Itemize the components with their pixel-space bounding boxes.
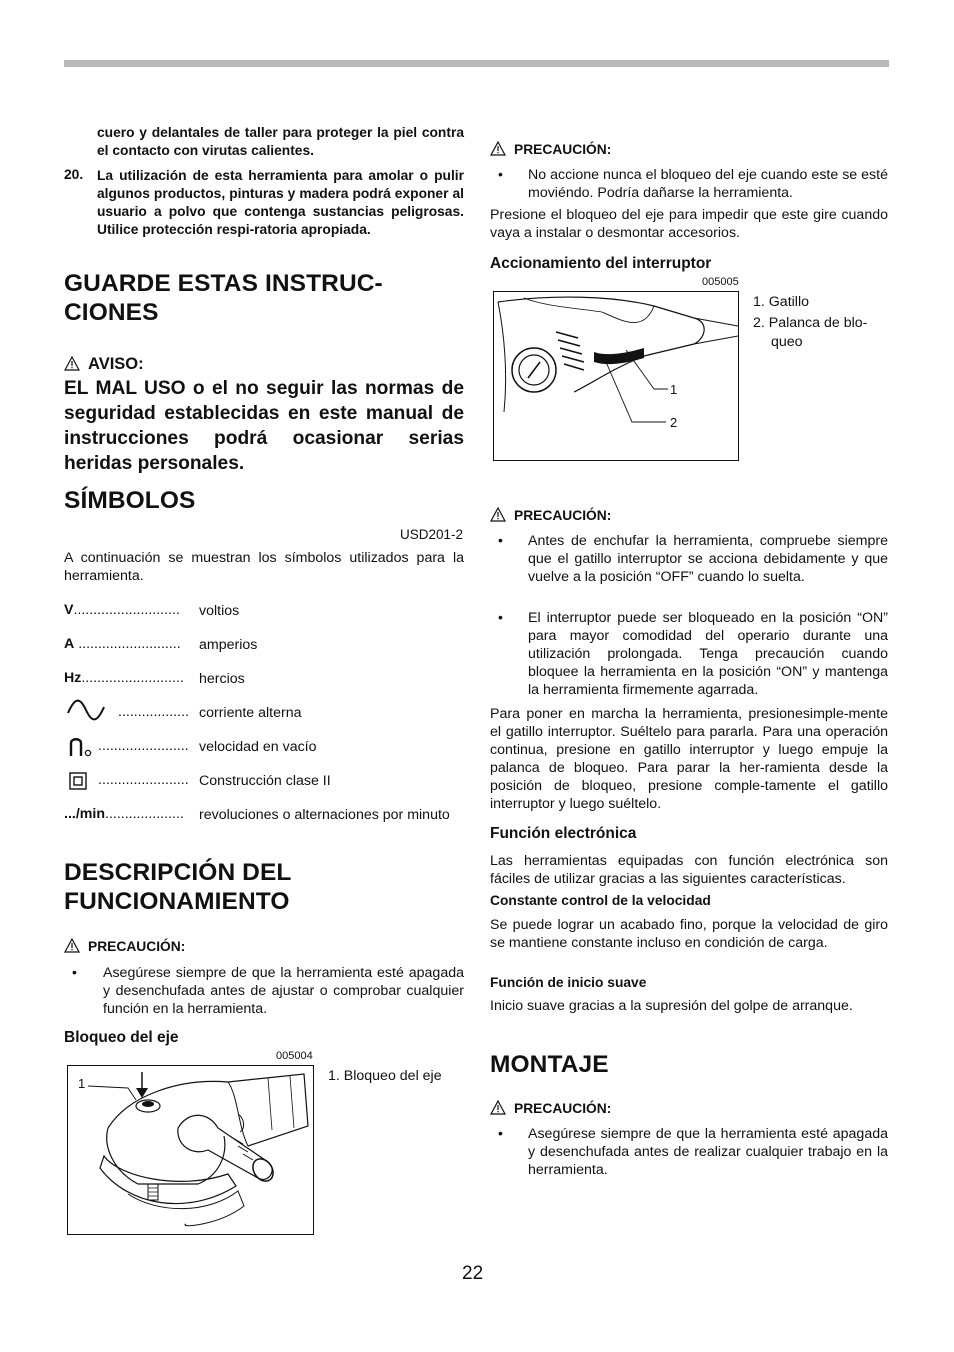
- figure-callout-1: 1: [670, 382, 678, 397]
- precaucion-bullet-1: Antes de enchufar la herramienta, compruebe siempre que el gatillo interruptor se acciona debidamente y que vuelve a la posición “OFF” cuando lo suelta.: [528, 533, 888, 585]
- symbol-value: voltios: [199, 603, 240, 619]
- legend-palanca: 2. Palanca de blo-: [753, 315, 868, 331]
- figure-code-005004: 005004: [276, 1050, 313, 1062]
- symbol-dots: ..........................: [74, 636, 181, 652]
- symbol-value: corriente alterna: [199, 705, 302, 721]
- inicio-suave-title: Función de inicio suave: [490, 975, 647, 990]
- figure-callout-2: 2: [670, 415, 678, 430]
- bloqueo-eje-title: Bloqueo del eje: [64, 1029, 179, 1046]
- warning-icon: [64, 356, 80, 371]
- bullet-dot: •: [72, 964, 77, 980]
- precaucion-label: PRECAUCIÓN:: [514, 508, 612, 523]
- symbol-dots: .......................: [98, 738, 189, 754]
- aviso-heading: [64, 355, 144, 374]
- item-number-20: 20.: [64, 167, 84, 182]
- item-20-text: La utilización de esta herramienta para amolar o pulir algunos productos, pinturas y madera podrá exponer al usuario a polvo que contenga sustancias peligrosas. Utilice protección respi-ratoria apropiada.: [97, 168, 464, 237]
- ac-current-icon: [66, 699, 106, 721]
- figure-legend-switch: [753, 293, 893, 352]
- bullet-dot: •: [498, 609, 503, 625]
- class-ii-construction-icon: [69, 772, 87, 790]
- guarde-line1: GUARDE ESTAS INSTRUC-: [64, 270, 383, 297]
- precaucion-heading: [490, 507, 611, 523]
- bullet-dot: •: [498, 532, 503, 548]
- symbol-row-hercios: [64, 670, 464, 688]
- bullet-dot: •: [498, 166, 503, 182]
- symbol-value: hercios: [199, 671, 245, 687]
- switch-trigger-illustration: [494, 292, 738, 460]
- symbol-value: velocidad en vacío: [199, 739, 317, 755]
- precaucion-shaft-text: No accione nunca el bloqueo del eje cuando este se esté moviéndo. Podría dañarse la herramienta.: [528, 167, 888, 201]
- symbol-row-corriente-alterna: [64, 704, 464, 722]
- usd-code: USD201-2: [400, 527, 464, 542]
- symbol-dots: .......................: [98, 772, 189, 788]
- symbol-row-rpm: [64, 806, 464, 824]
- precaucion-heading: [490, 141, 611, 157]
- legend-gatillo: 1. Gatillo: [753, 294, 809, 310]
- aviso-label: AVISO:: [88, 355, 144, 373]
- header-rule: [64, 60, 889, 67]
- symbol-row-velocidad-vacio: [64, 738, 464, 756]
- funcion-electronica-title: Función electrónica: [490, 825, 637, 842]
- precaucion-label: PRECAUCIÓN:: [514, 142, 612, 157]
- precaucion-bullet-2: El interruptor puede ser bloqueado en la posición “ON” para mayor comodidad del operario durante una utilización prolongada. Tenga precaución cuando bloquee la herramienta en la posición “ON” y mantenga la herramienta firmemente agarrada.: [528, 610, 888, 698]
- descripcion-line1: DESCRIPCIÓN DEL: [64, 859, 292, 886]
- precaucion-montaje-text: Asegúrese siempre de que la herramienta esté apagada y desenchufada antes de realizar cualquier trabajo en la herramienta.: [528, 1126, 888, 1178]
- continued-text: cuero y delantales de taller para proteger la piel contra el contacto con virutas calientes.: [97, 125, 464, 158]
- section-title-simbolos: SÍMBOLOS: [64, 487, 196, 514]
- symbol-row-voltios: [64, 602, 464, 620]
- symbol-key: Hz: [64, 670, 82, 686]
- presione-text: Presione el bloqueo del eje para impedir que este gire cuando vaya a instalar o desmontar accesorios.: [490, 207, 888, 241]
- symbol-value: Construcción clase II: [199, 773, 331, 789]
- figure-code-005005: 005005: [702, 276, 739, 288]
- inicio-suave-text: Inicio suave gracias a la supresión del golpe de arranque.: [490, 998, 853, 1014]
- accionamiento-title: Accionamiento del interruptor: [490, 255, 712, 272]
- symbol-key: .../min: [64, 806, 105, 822]
- warning-icon: [64, 938, 80, 953]
- constante-text: Se puede lograr un acabado fino, porque la velocidad de giro se mantiene constante incluso en condición de carga.: [490, 917, 888, 951]
- section-title-descripcion: [64, 858, 291, 917]
- symbol-dots: ....................: [105, 806, 184, 822]
- precaucion-text: Asegúrese siempre de que la herramienta esté apagada y desenchufada antes de ajustar o comprobar cualquier función en la herramienta.: [103, 965, 464, 1017]
- precaucion-label: PRECAUCIÓN:: [514, 1101, 612, 1116]
- figure-shaft-lock: [67, 1065, 314, 1235]
- no-load-speed-icon: [68, 735, 94, 759]
- bullet-dot: •: [498, 1125, 503, 1141]
- figure-switch: [493, 291, 739, 461]
- symbol-key: V: [64, 602, 74, 618]
- simbolos-intro: A continuación se muestran los símbolos utilizados para la herramienta.: [64, 550, 464, 584]
- symbol-key: A: [64, 636, 75, 652]
- page-number: 22: [462, 1263, 484, 1284]
- funcion-electronica-text: Las herramientas equipadas con función electrónica son fáciles de utilizar gracias a las siguientes características.: [490, 853, 888, 887]
- precaucion-heading: [490, 1100, 611, 1116]
- figure-legend-shaft-lock: 1. Bloqueo del eje: [328, 1068, 442, 1084]
- figure-callout-1: 1: [78, 1076, 86, 1091]
- warning-icon: [490, 1100, 506, 1115]
- symbol-value: amperios: [199, 637, 258, 653]
- para-poner-text: Para poner en marcha la herramienta, presionesimple-mente el gatillo interruptor. Suéltelo para pararla. Para una operación continua, presione en gatillo interruptor y luego empuje la palanca de bloqueo. Para parar la her-ramienta desde la posición de bloqueo, presione comple-tamente el gatillo interruptor y luego suéltelo.: [490, 706, 888, 812]
- warning-icon: [490, 141, 506, 156]
- legend-palanca-cont: queo: [771, 334, 803, 350]
- section-title-montaje: MONTAJE: [490, 1051, 609, 1078]
- descripcion-line2: FUNCIONAMIENTO: [64, 888, 290, 915]
- symbol-dots: ...........................: [73, 602, 180, 618]
- aviso-text: EL MAL USO o el no seguir las normas de seguridad establecidas en este manual de instrucciones podrá ocasionar serias heridas personales.: [64, 378, 464, 474]
- angle-grinder-illustration: [68, 1066, 313, 1234]
- guarde-line2: CIONES: [64, 299, 159, 326]
- precaucion-heading: [64, 938, 185, 954]
- symbol-dots: ..................: [118, 704, 189, 720]
- precaucion-label: PRECAUCIÓN:: [88, 939, 186, 954]
- symbol-row-clase-ii: [64, 772, 464, 790]
- constante-title: Constante control de la velocidad: [490, 893, 711, 908]
- symbol-dots: ..........................: [81, 670, 184, 686]
- symbol-row-amperios: [64, 636, 464, 654]
- section-title-guarde: [64, 269, 383, 328]
- warning-icon: [490, 507, 506, 522]
- symbol-value: revoluciones o alternaciones por minuto: [199, 807, 450, 823]
